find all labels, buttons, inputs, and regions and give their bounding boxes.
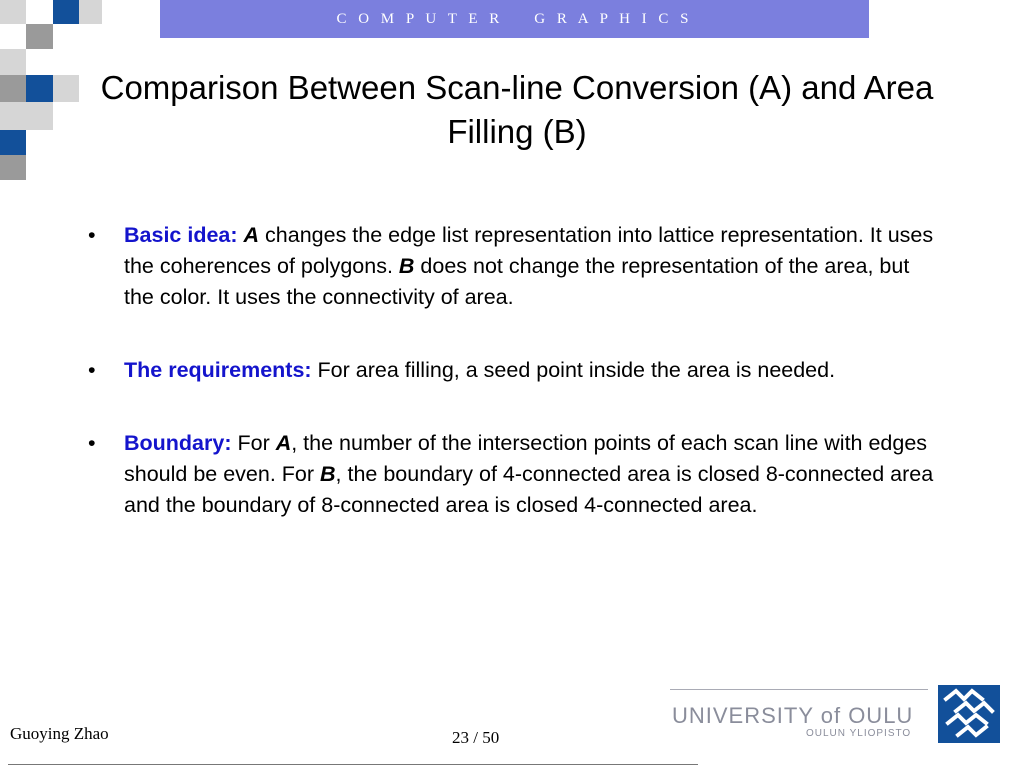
decor-square (0, 0, 26, 24)
bullet-label-colon: : (230, 223, 238, 247)
decor-square (0, 75, 26, 102)
page-separator: / (469, 728, 483, 747)
header-band (160, 0, 869, 38)
bullet-text: changes the edge list representation into lattice representation. It uses the coherences of polygons. (124, 223, 934, 278)
footer-divider (8, 764, 698, 765)
bullet-list (88, 220, 938, 563)
logo-pattern-icon (938, 685, 1000, 743)
slide-title: Comparison Between Scan-line Conversion (A) and Area Filling (B) (100, 69, 934, 150)
footer-author: Guoying Zhao (10, 724, 109, 743)
emphasis-b: B (398, 254, 415, 278)
decor-square (53, 0, 79, 24)
university-name: UNIVERSITY of OULU (672, 703, 914, 728)
bullet-text: For area filling, a seed point inside the area is needed. (311, 358, 836, 382)
bullet-marker: • (88, 358, 96, 382)
bullet-boundary (88, 428, 938, 521)
university-subname: OULUN YLIOPISTO (806, 728, 912, 739)
emphasis-a: A (275, 431, 292, 455)
bullet-text: , the number of the intersection points of each scan line with edges should be even. For (124, 431, 928, 486)
decor-square (0, 102, 26, 130)
page-total: 50 (482, 728, 500, 747)
bullet-text: does not change the representation of the area, but the color. It uses the connectivity of area. (124, 254, 910, 309)
university-of-oulu-logo-icon (938, 685, 1000, 743)
decor-square (53, 75, 79, 102)
university-divider (670, 689, 928, 690)
bullet-label: The requirements: (124, 358, 312, 382)
emphasis-a: A (243, 223, 260, 247)
bullet-requirements (88, 355, 938, 386)
page-number (452, 728, 499, 748)
emphasis-b: B (320, 462, 336, 486)
decor-square (79, 0, 102, 24)
decor-square (0, 49, 26, 75)
bullet-label: Boundary: (124, 431, 232, 455)
bullet-text: For (231, 431, 276, 455)
bullet-marker: • (88, 431, 96, 455)
bullet-marker: • (88, 223, 96, 247)
bullet-basic-idea (88, 220, 938, 313)
page-current: 23 (452, 728, 469, 747)
bullet-label: Basic idea (124, 223, 231, 247)
bullet-text: , the boundary of 4-connected area is closed 8-connected area and the boundary of 8-connected area is closed 4-connected area. (124, 462, 934, 517)
decor-square (26, 24, 53, 49)
decor-square (26, 75, 53, 102)
decor-square (26, 102, 53, 130)
header-course-title: C O M P U T E R G R A P H I C S (336, 10, 693, 27)
decor-square (0, 155, 26, 180)
decor-square (0, 130, 26, 155)
